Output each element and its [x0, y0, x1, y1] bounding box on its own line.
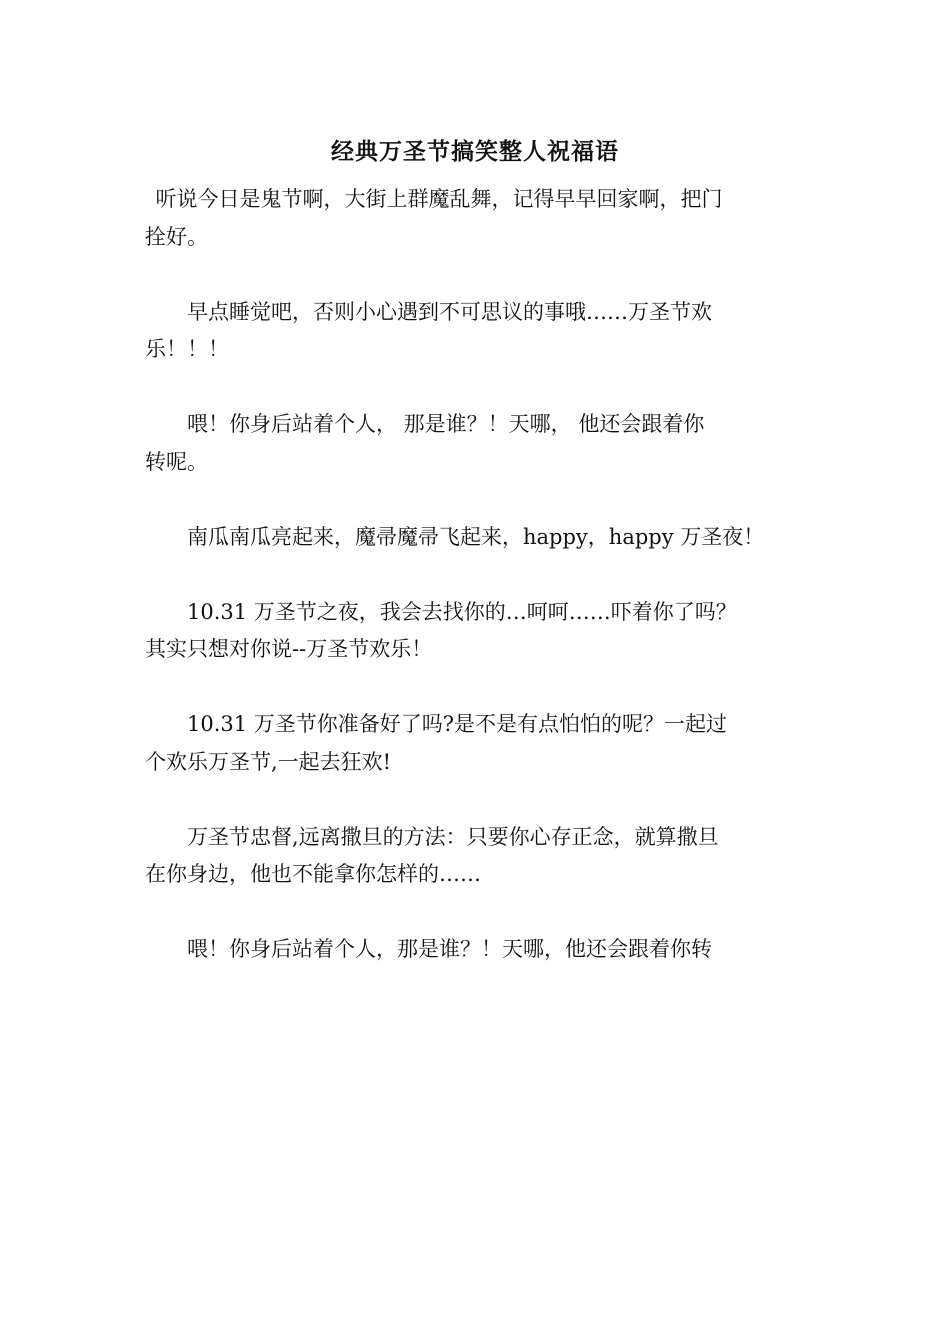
paragraph-6	[145, 706, 835, 781]
paragraph-5-line-2: 其实只想对你说--万圣节欢乐！	[145, 637, 433, 661]
paragraph-1-line-2: 拴好。	[145, 224, 208, 249]
paragraph-2	[145, 294, 835, 369]
paragraph-3	[145, 406, 835, 481]
paragraph-8-line-1: 喂！你身后站着个人，那是谁？！天哪，他还会跟着你转	[187, 937, 712, 961]
paragraph-1	[145, 181, 835, 256]
paragraph-4	[145, 519, 835, 557]
paragraph-7-line-1: 万圣节忠督,远离撒旦的方法：只要你心存正念，就算撒旦	[187, 824, 719, 849]
paragraph-7	[145, 819, 835, 894]
paragraph-3-line-1: 喂！你身后站着个人， 那是谁？！天哪， 他还会跟着你	[187, 412, 705, 436]
paragraph-8	[145, 931, 835, 969]
page-title: 经典万圣节搞笑整人祝福语	[331, 138, 619, 165]
paragraph-2-line-1: 早点睡觉吧，否则小心遇到不可思议的事哦……万圣节欢	[187, 299, 712, 324]
document-body	[145, 181, 835, 1006]
paragraph-3-line-2: 转呢。	[145, 449, 208, 474]
paragraph-4-line-1: 南瓜南瓜亮起来，魔帚魔帚飞起来，happy，happy 万圣夜！	[187, 524, 765, 549]
paragraph-2-line-2: 乐！！！	[145, 337, 229, 361]
paragraph-7-line-2: 在你身边，他也不能拿你怎样的……	[145, 862, 481, 886]
paragraph-5-line-1: 10.31 万圣节之夜，我会去找你的…呵呵……吓着你了吗？	[187, 599, 737, 624]
paragraph-6-line-2: 个欢乐万圣节,一起去狂欢!	[145, 749, 392, 774]
paragraph-5	[145, 594, 835, 669]
paragraph-6-line-1: 10.31 万圣节你准备好了吗?是不是有点怕怕的呢？一起过	[187, 712, 728, 736]
paragraph-1-line-1: 听说今日是鬼节啊，大街上群魔乱舞，记得早早回家啊，把门	[155, 187, 723, 211]
